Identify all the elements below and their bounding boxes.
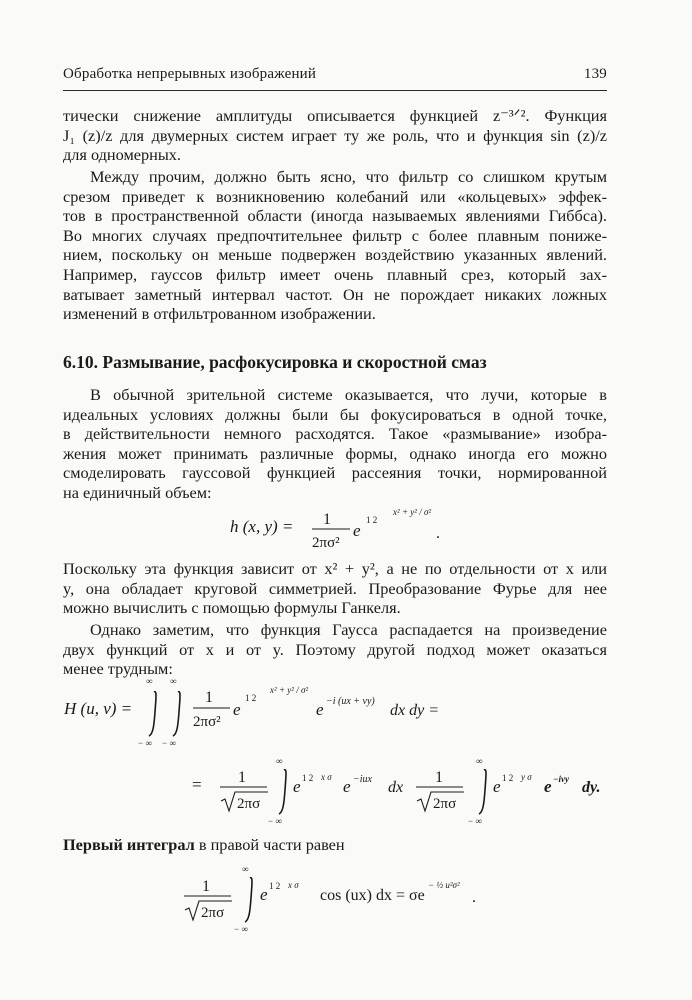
eq3-sqrt-a: 2πσ [237, 796, 261, 812]
eq3-e4: e [544, 777, 552, 796]
eq3-x-over-sigma: x σ [321, 772, 332, 782]
eq3-e3: e [493, 777, 501, 796]
paragraph-line: Между прочим, должно быть ясно, что фильтр со слишком крутым [90, 167, 607, 186]
paragraph-line: в действительности немного расходятся. Такое «размывание» изобра- [63, 424, 607, 444]
paragraph-line: Во многих случаях предпочтительнее фильтр с более плавным пониже- [63, 225, 607, 245]
paragraph-line: Поскольку эта функция зависит от x² + y², а не по отдельности от x или [63, 559, 607, 578]
eq4-integral-sign [245, 878, 252, 922]
eq-psf-half: 1 2 [366, 515, 378, 525]
eq4-cos-term: cos (ux) dx = σe [320, 887, 425, 904]
eq2-e1: e [233, 700, 241, 719]
paragraph-6-bold: Первый интеграл [63, 835, 195, 854]
paragraph-line: Однако заметим, что функция Гаусса распадается на произведение [90, 620, 607, 639]
equation-first-integral [180, 862, 510, 940]
paragraph-line: двух функций от x и от y. Поэтому другой подход может оказаться [63, 639, 607, 659]
paragraph-3 [63, 385, 607, 503]
paragraph-5 [63, 620, 607, 679]
paragraph-line: нием, поскольку он меньше подвержен воздействию указанных явлений. [63, 245, 607, 265]
eq3-int2-upper: ∞ [476, 756, 483, 766]
eq2-one: 1 [205, 689, 213, 706]
paragraph-line: можно вычислить с помощью формулы Ганкеля. [63, 598, 401, 618]
eq-psf-e: e [353, 521, 361, 540]
paragraph-line: ватывает заметный интервал частот. Он не порождает никаких ложных [63, 284, 607, 304]
eq2-differential: dx dy = [390, 702, 439, 719]
paragraph-line: менее трудным: [63, 659, 173, 679]
paragraph-line: тов в пространственной области (иногда называемых явлениями Гиббса). [63, 206, 607, 226]
eq2-int2-upper: ∞ [170, 676, 177, 686]
eq2-e2: e [316, 700, 324, 719]
eq3-x-kernel: −iux [353, 774, 372, 785]
eq3-one-a: 1 [238, 769, 246, 786]
paragraph-line: на единичный объем: [63, 482, 212, 502]
eq3-equals: = [192, 775, 202, 794]
section-number: 6.10. [63, 352, 98, 372]
eq2-int1-lower: − ∞ [138, 738, 152, 748]
eq4-e: e [260, 885, 268, 904]
eq3-half-2: 1 2 [502, 773, 514, 783]
eq3-e1: e [293, 777, 301, 796]
eq-psf-one: 1 [323, 511, 331, 528]
paragraph-line: идеальных условиях должны были бы фокусироваться в одной точке, [63, 404, 607, 424]
eq4-sqrt: 2πσ [201, 905, 225, 921]
eq4-one: 1 [202, 878, 210, 895]
paragraph-6 [63, 835, 607, 855]
eq3-int1-upper: ∞ [276, 756, 283, 766]
eq3-integral-sign-2 [479, 770, 486, 814]
running-head [63, 66, 607, 88]
paragraph-line: Например, гауссов фильтр имеет очень плавный срез, который зах- [63, 264, 607, 284]
eq-psf-period: . [436, 525, 440, 542]
section-heading [63, 352, 623, 373]
eq-psf-denominator: 2πσ² [312, 535, 340, 551]
paragraph-line: Первый интеграл в правой части равен [63, 835, 345, 854]
eq3-dx: dx [388, 779, 404, 796]
eq3-one-b: 1 [435, 769, 443, 786]
eq4-int-lower: − ∞ [234, 924, 248, 934]
paragraph-1 [63, 106, 607, 165]
eq2-kernel-exponent: −i (ux + vy) [326, 696, 375, 707]
paragraph-line: J₁ (z)/z для двумерных систем играет ту же роль, что и функция sin (z)/z [63, 125, 607, 145]
paragraph-line: жения может принимать различные формы, однако иногда его можно [63, 443, 607, 463]
eq2-integral-sign-1 [149, 692, 156, 736]
paragraph-line: В обычной зрительной системе оказывается, что лучи, которые в [90, 385, 607, 404]
eq2-gauss-exponent: x² + y² / σ² [270, 685, 309, 695]
eq3-integral-sign-1 [279, 770, 286, 814]
eq4-x-over-sigma: x σ [288, 880, 299, 890]
paragraph-2 [63, 167, 607, 324]
section-title: Размывание, расфокусировка и скоростной смаз [102, 352, 487, 372]
paragraph-line: для одномерных. [63, 145, 181, 165]
equation-psf [230, 505, 470, 553]
header-rule [63, 90, 607, 91]
eq2-integral-sign-2 [173, 692, 180, 736]
paragraph-line: изменений в отфильтрованном изображении. [63, 304, 376, 324]
page-number: 139 [583, 66, 607, 82]
paragraph-line: тически снижение амплитуды описывается функцией z⁻³ᐟ². Функция [63, 106, 607, 125]
eq3-y-over-sigma: y σ [521, 772, 532, 782]
running-head-title: Обработка непрерывных изображений [63, 66, 317, 82]
eq3-sqrt-b: 2πσ [433, 796, 457, 812]
eq4-result-exponent: − ½ u²σ² [428, 880, 460, 890]
eq4-int-upper: ∞ [242, 864, 249, 874]
eq3-int2-lower: − ∞ [468, 816, 482, 826]
paragraph-4 [63, 559, 607, 618]
paragraph-line: y, она обладает круговой симметрией. Преобразование Фурье для нее [63, 578, 607, 598]
eq4-period: . [472, 889, 476, 906]
eq3-half-1: 1 2 [302, 773, 314, 783]
eq4-half: 1 2 [269, 881, 281, 891]
equation-separable [180, 752, 620, 832]
eq2-int2-lower: − ∞ [162, 738, 176, 748]
paragraph-line: срезом приведет к возникновению колебаний или «кольцевых» эффек- [63, 186, 607, 206]
eq-psf-lhs: h (x, y) = [230, 517, 294, 536]
equation-fourier [60, 672, 460, 752]
eq2-lhs: H (u, v) = [64, 699, 133, 718]
eq3-int1-lower: − ∞ [268, 816, 282, 826]
eq3-e2: e [343, 777, 351, 796]
eq2-denominator: 2πσ² [193, 714, 221, 730]
eq2-half: 1 2 [245, 693, 257, 703]
paragraph-line: смоделировать гауссовой функцией рассеяния точки, нормированной [63, 463, 607, 483]
eq3-dy: dy. [582, 779, 601, 796]
eq2-int1-upper: ∞ [146, 676, 153, 686]
eq-psf-exponent: x² + y² / σ² [393, 507, 432, 517]
eq3-y-kernel: −ivy [553, 774, 569, 784]
